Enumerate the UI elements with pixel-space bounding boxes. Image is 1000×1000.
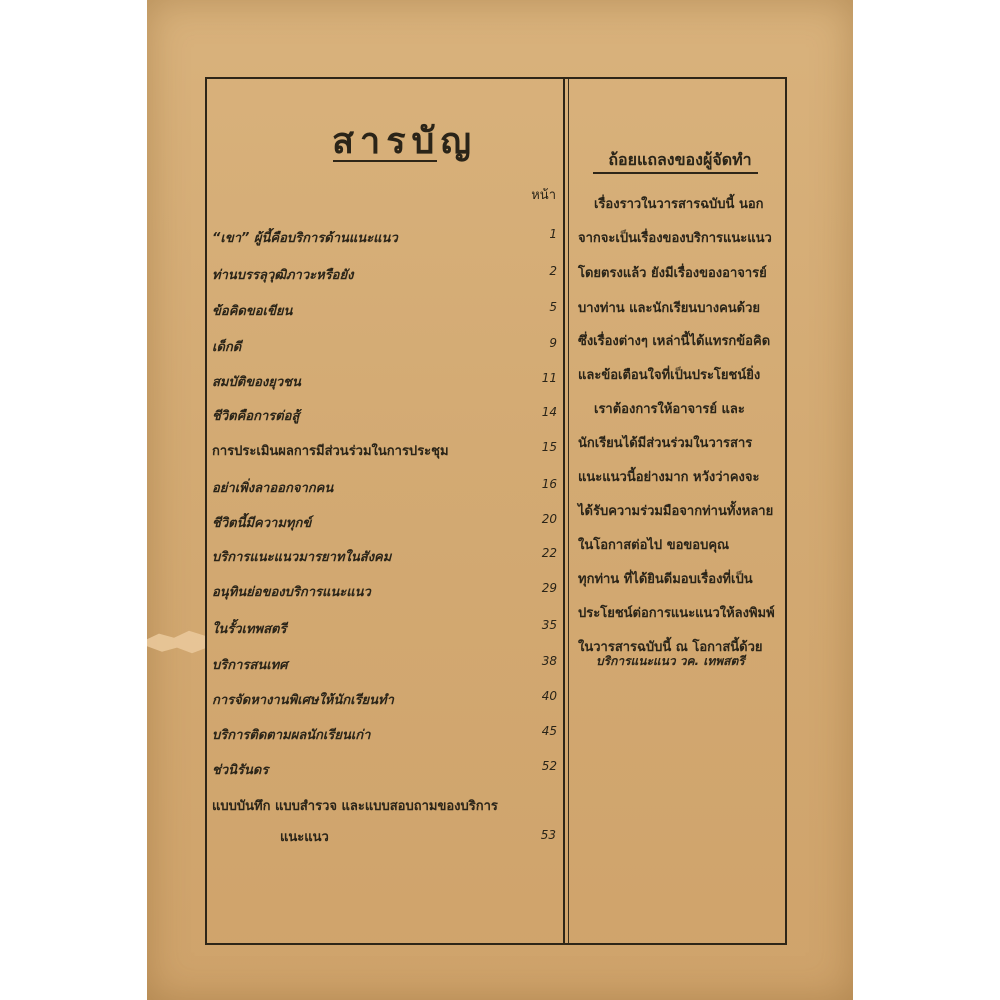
toc-entry <box>212 477 557 497</box>
toc-entry-page: 14 <box>541 405 557 419</box>
preface-line: นักเรียนได้มีส่วนร่วมในวารสาร <box>578 436 753 451</box>
toc-entry-title: บริการแนะแนวมารยาทในสังคม <box>212 550 392 565</box>
toc-entry <box>212 405 557 425</box>
preface-line: จากจะเป็นเรื่องของบริการแนะแนว <box>578 231 772 246</box>
toc-entry-page: 22 <box>541 546 557 560</box>
toc-entry <box>212 759 557 779</box>
toc-entry-page: 1 <box>549 227 557 241</box>
toc-entry-page: 29 <box>541 581 557 595</box>
toc-entry-page: 38 <box>541 654 557 668</box>
toc-entry-title: ในรั้วเทพสตรี <box>212 622 287 637</box>
toc-title: สารบัญ <box>332 121 478 162</box>
toc-entry-title: ชีวิตนี้มีความทุกข์ <box>212 516 312 531</box>
preface-title: ถ้อยแถลงของผู้จัดทำ <box>608 150 752 169</box>
toc-entry <box>212 689 557 709</box>
preface-line: โดยตรงแล้ว ยังมีเรื่องของอาจารย์ <box>578 266 767 281</box>
toc-entry-title: อย่าเพิ่งลาออกจากคน <box>212 481 334 496</box>
toc-entry-page: 52 <box>541 759 557 773</box>
toc-entry <box>212 440 557 460</box>
toc-entry-title: การประเมินผลการมีส่วนร่วมในการประชุม <box>212 444 449 459</box>
toc-entry-title: บริการสนเทศ <box>212 658 288 673</box>
preface-title-underline <box>593 172 758 174</box>
preface-line: ในโอกาสต่อไป ขอขอบคุณ <box>578 538 730 553</box>
toc-entry-title: สมบัติของยุวชน <box>212 375 301 390</box>
toc-title-underline <box>333 160 437 162</box>
preface-signature: บริการแนะแนว วค. เทพสตรี <box>596 654 745 668</box>
toc-entry-page: 9 <box>549 336 557 350</box>
toc-entry <box>212 300 557 320</box>
toc-entry <box>212 795 557 815</box>
toc-entry <box>212 581 557 601</box>
toc-entry <box>212 336 557 356</box>
toc-entry <box>212 546 557 566</box>
toc-entry-title: อนุทินย่อของบริการแนะแนว <box>212 585 371 600</box>
toc-entry-title: เด็กดี <box>212 340 242 355</box>
preface-line: ประโยชน์ต่อการแนะแนวให้ลงพิมพ์ <box>578 606 775 621</box>
toc-entry-title: การจัดหางานพิเศษให้นักเรียนทำ <box>212 693 394 708</box>
toc-entry-title: ชีวิตคือการต่อสู้ <box>212 409 300 424</box>
preface-line: และข้อเตือนใจที่เป็นประโยชน์ยิ่ง <box>578 368 761 383</box>
column-divider <box>563 79 565 943</box>
column-divider-inner <box>568 79 569 943</box>
toc-entry <box>212 724 557 744</box>
toc-entry-page: 11 <box>541 371 557 385</box>
toc-entry-title: ท่านบรรลุวุฒิภาวะหรือยัง <box>212 268 354 283</box>
toc-entry-page: 16 <box>541 477 557 491</box>
toc-entry <box>212 227 557 247</box>
preface-line: บางท่าน และนักเรียนบางคนด้วย <box>578 301 761 316</box>
toc-entry-page: 40 <box>541 689 557 703</box>
page-column-header: หน้า <box>531 188 556 203</box>
preface-line: ได้รับความร่วมมือจากท่านทั้งหลาย <box>578 504 774 519</box>
toc-entry-page: 2 <box>549 264 557 278</box>
toc-entry <box>212 654 557 674</box>
toc-entry-page: 35 <box>541 618 557 632</box>
toc-entry <box>212 618 557 638</box>
preface-line: ซึ่งเรื่องต่างๆ เหล่านี้ได้แทรกข้อคิด <box>578 334 771 349</box>
toc-entry-page: 20 <box>541 512 557 526</box>
toc-entry-continuation-page: 53 <box>540 828 556 842</box>
toc-entry-title: แบบบันทึก แบบสำรวจ และแบบสอบถามของบริการ <box>212 799 498 814</box>
toc-entry-title: ช่วนิรันดร <box>212 763 269 778</box>
toc-entry <box>212 371 557 391</box>
toc-entry-title: ข้อคิดขอเขียน <box>212 304 293 319</box>
preface-line: เรื่องราวในวารสารฉบับนี้ นอก <box>594 197 764 212</box>
toc-entry-title: บริการติดตามผลนักเรียนเก่า <box>212 728 371 743</box>
toc-entry-page: 45 <box>541 724 557 738</box>
toc-entry-continuation: แนะแนว <box>280 830 329 845</box>
preface-line: ในวารสารฉบับนี้ ณ โอกาสนี้ด้วย <box>578 640 763 655</box>
toc-entry-page: 5 <box>549 300 557 314</box>
preface-line: เราต้องการให้อาจารย์ และ <box>594 402 745 417</box>
toc-entry-page: 15 <box>541 440 557 454</box>
preface-line: แนะแนวนี้อย่างมาก หวังว่าคงจะ <box>578 470 760 485</box>
toc-entry <box>212 512 557 532</box>
preface-line: ทุกท่าน ที่ได้ยินดีมอบเรื่องที่เป็น <box>578 572 753 587</box>
toc-entry <box>212 264 557 284</box>
toc-entry-title: “เขา” ผู้นี้คือบริการด้านแนะแนว <box>212 231 398 246</box>
